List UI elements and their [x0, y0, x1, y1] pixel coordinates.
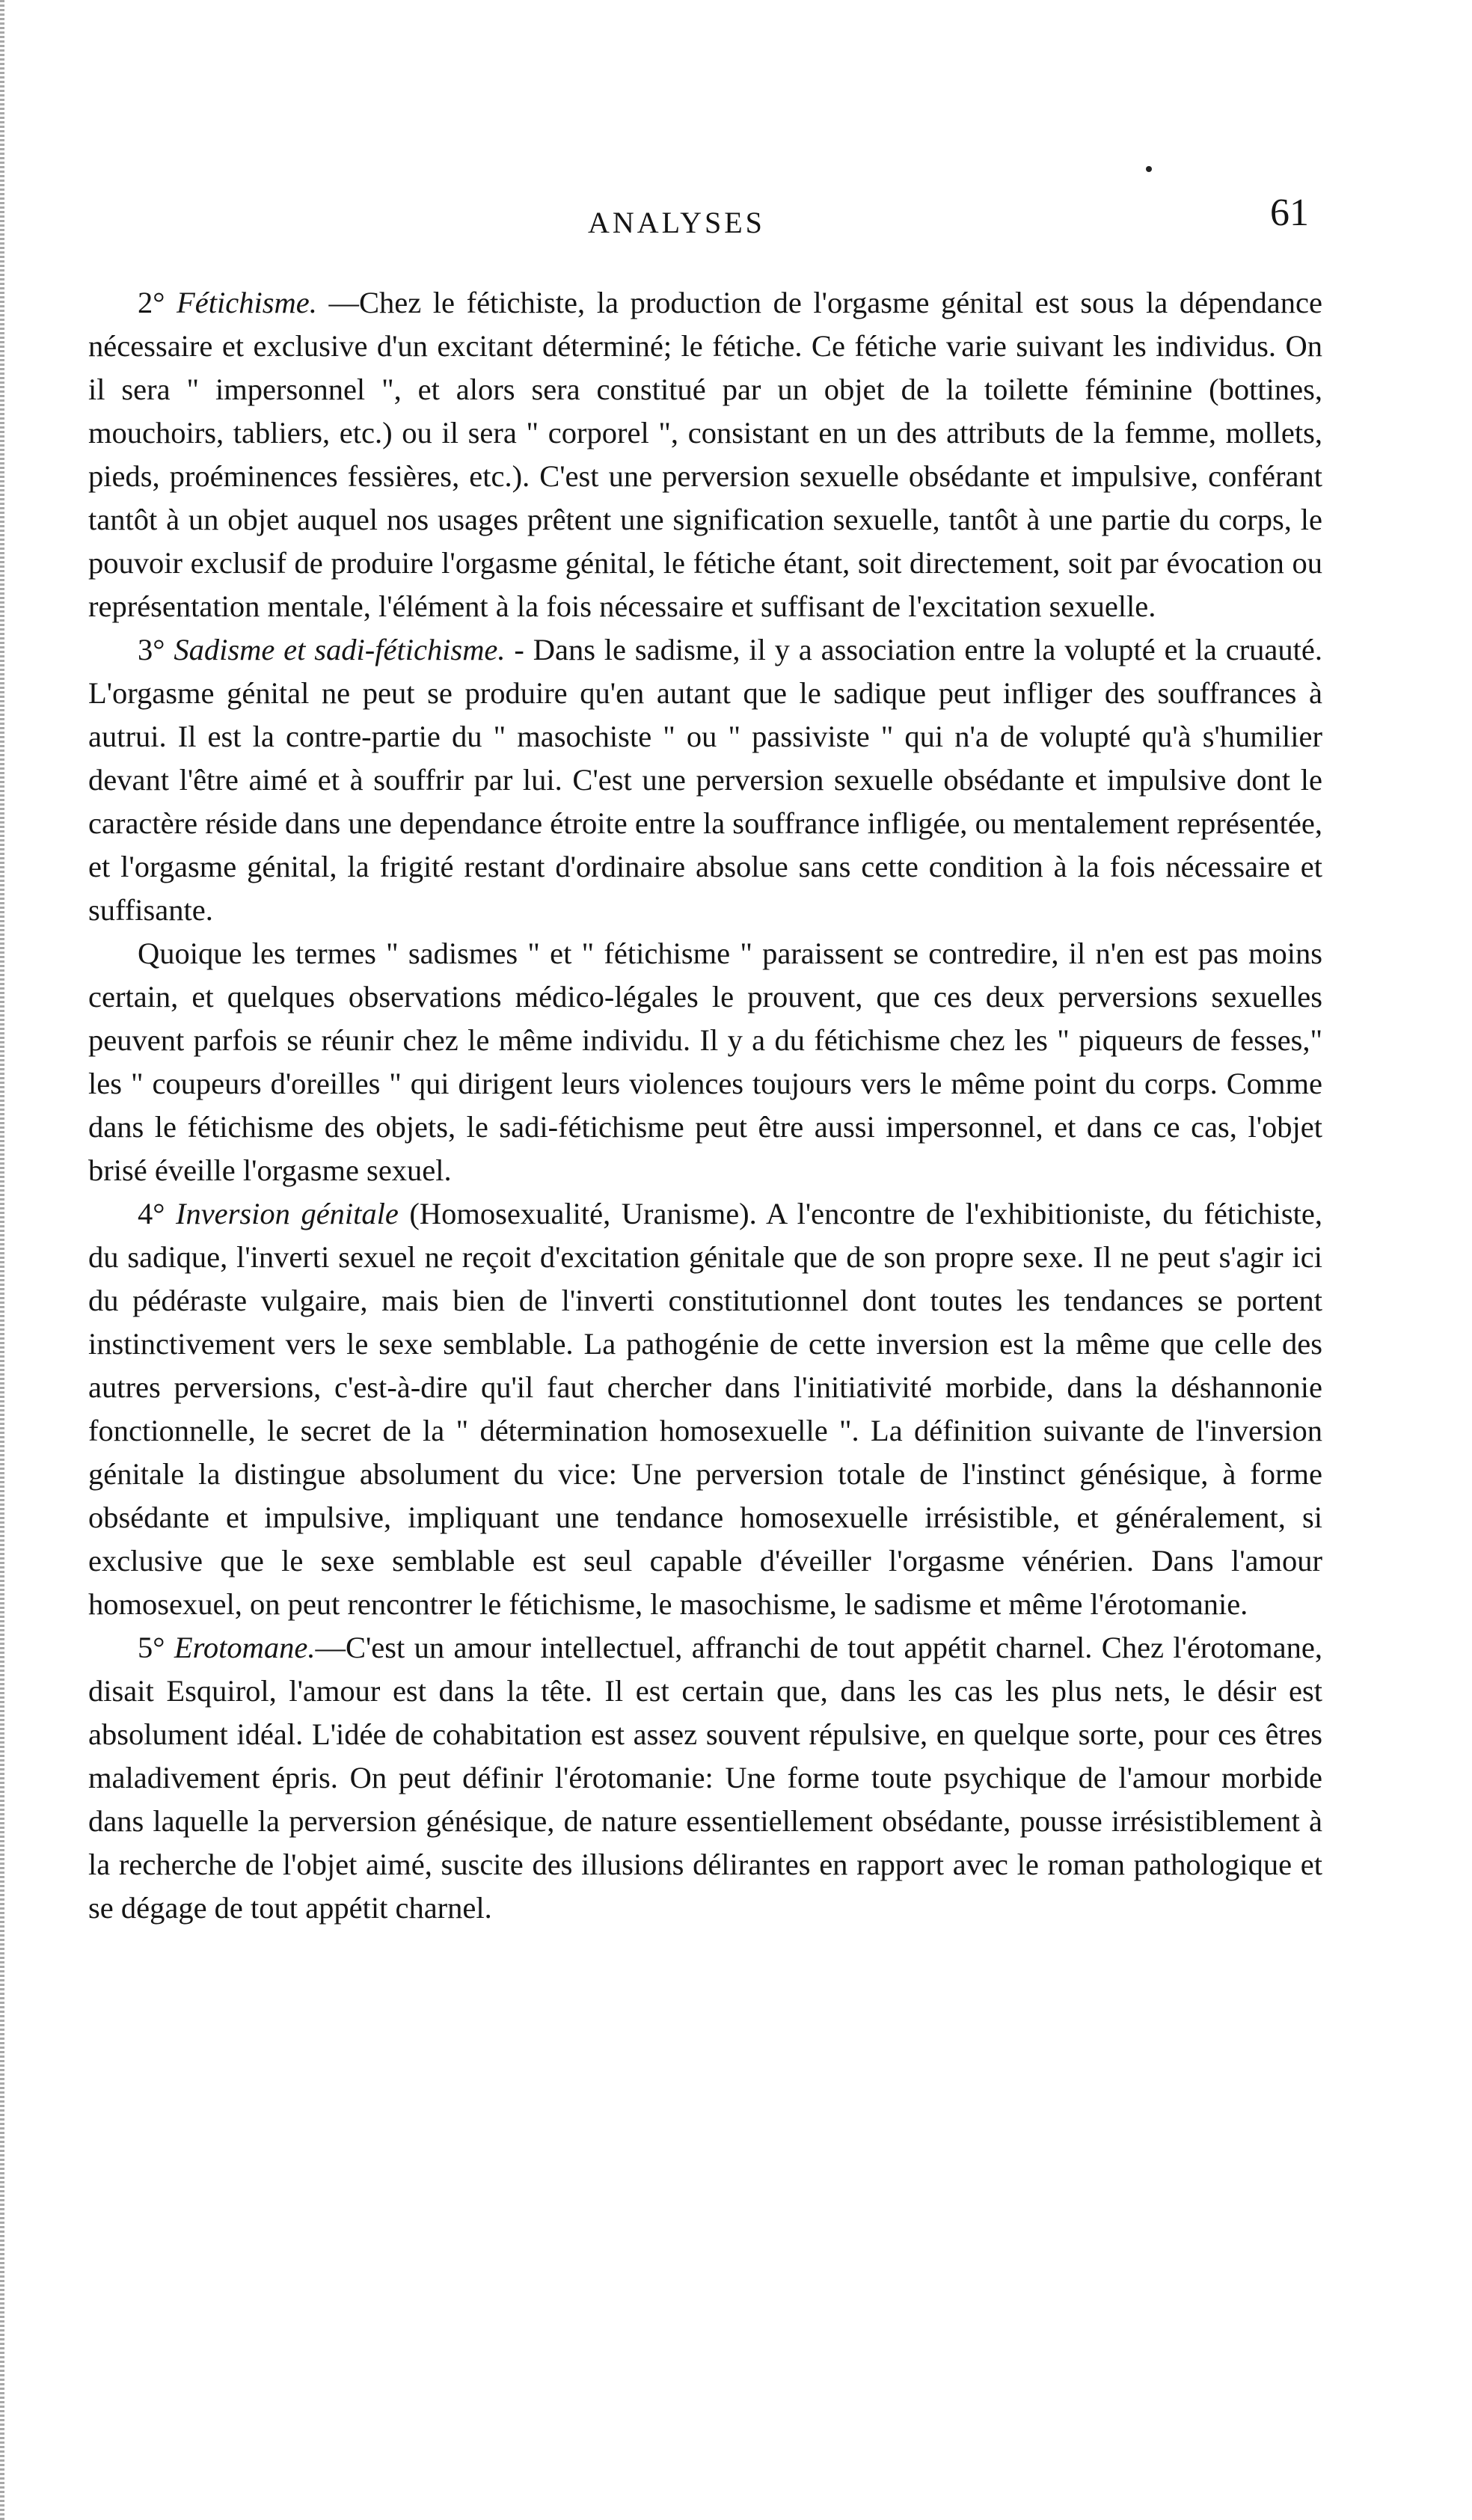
paragraph-text: Quoique les termes " sadismes " et " fétichisme " paraissent se contredire, il n'en est pas moins certain, et quelques observations médico-légales le prouvent, que ces deux perversions sexuelles peuvent parfois se réunir chez le même individu. Il y a du fétichisme chez les " piqueurs de fesses," les " coupeurs d'oreilles " qui dirigent leurs violences toujours vers le même point du corps. Comme dans le fétichisme des objets, le sadi-fétichisme peut être aussi impersonnel, et dans ce cas, l'objet brisé éveille l'orgasme sexuel.	[88, 936, 1322, 1187]
paragraph-inversion	[88, 1192, 1322, 1626]
paragraph-erotomane	[88, 1626, 1322, 1930]
paragraph-fetichisme	[88, 281, 1322, 628]
paragraph-text: - Dans le sadisme, il y a association entre la volupté et la cruauté. L'orgasme génital ne peut se produire qu'en autant que le sadique peut infliger des souffrances à autrui. Il est la contre-partie du " masochiste " ou " passiviste " qui n'a de volupté qu'à s'humilier devant l'être aimé et à souffrir par lui. C'est une perversion sexuelle obsédante et impulsive dont le caractère réside dans une dependance étroite entre la souffrance infligée, ou mentalement représentée, et l'orgasme génital, la frigité restant d'ordinaire absolue sans cette condition à la fois nécessaire et suffisante.	[88, 633, 1323, 927]
paragraph-text: —C'est un amour intellectuel, affranchi de tout appétit charnel. Chez l'érotomane, disait Esquirol, l'amour est dans la tête. Il est certain que, dans les cas les plus nets, le désir est absolument idéal. L'idée de cohabitation est assez souvent répulsive, en quelque sorte, pour ces êtres maladivement épris. On peut définir l'érotomanie: Une forme toute psychique de l'amour morbide dans laquelle la perversion génésique, de nature essentiellement obsédante, pousse irrésistiblement à la recherche de l'objet aimé, suscite des illusions délirantes en rapport avec le roman pathologique et se dégage de tout appétit charnel.	[88, 1631, 1322, 1925]
section-number: 4°	[138, 1197, 165, 1230]
ink-dot	[1146, 166, 1152, 172]
paragraph-text: —Chez le fétichiste, la production de l'orgasme génital est sous la dépendance nécessaire et exclusive d'un excitant déterminé; le fétiche. Ce fétiche varie suivant les individus. On il sera " impersonnel ", et alors sera constitué par un objet de la toilette féminine (bottines, mouchoirs, tabliers, etc.) ou il sera " corporel ", consistant en un des attributs de la femme, mollets, pieds, proéminences fessières, etc.). C'est une perversion sexuelle obsédante et impulsive, conférant tantôt à un objet auquel nos usages prêtent une signification sexuelle, tantôt à une partie du corps, le pouvoir exclusif de produire l'orgasme génital, le fétiche étant, soit directement, soit par évocation ou représentation mentale, l'élément à la fois nécessaire et suffisant de l'excitation sexuelle.	[88, 286, 1322, 623]
section-number: 3°	[138, 633, 165, 666]
section-number: 5°	[138, 1631, 165, 1664]
scan-edge-artifact	[0, 0, 4, 2520]
section-term: Inversion génitale	[175, 1197, 399, 1230]
paragraph-text: (Homosexualité, Uranisme). A l'encontre de l'exhibitioniste, du fétichiste, du sadique, l'inverti sexuel ne reçoit d'excitation génitale que de son propre sexe. Il ne peut s'agir ici du pédéraste vulgaire, mais bien de l'inverti constitutionnel dont toutes les tendances se portent instinctivement vers le sexe semblable. La pathogénie de cette inversion est la même que celle des autres perversions, c'est-à-dire qu'il faut chercher dans l'initiativité morbide, dans la déshannonie fonctionnelle, le secret de la " détermination homosexuelle ". La définition suivante de l'inversion génitale la distingue absolument du vice: Une perversion totale de l'instinct génésique, à forme obsédante et impulsive, impliquant une tendance homosexuelle irrésistible, et généralement, si exclusive que le sexe semblable est seul capable d'éveiller l'orgasme vénérien. Dans l'amour homosexuel, on peut rencontrer le fétichisme, le masochisme, le sadisme et même l'érotomanie.	[88, 1197, 1323, 1621]
body-text	[88, 281, 1322, 1930]
section-term: Fétichisme.	[177, 286, 317, 319]
paragraph-quoique	[88, 932, 1322, 1192]
running-title: ANALYSES	[588, 206, 765, 239]
section-number: 2°	[138, 286, 165, 319]
paragraph-sadisme	[88, 628, 1322, 932]
page-number: 61	[1270, 191, 1309, 234]
section-term: Sadisme et sadi-fétichisme.	[174, 633, 506, 666]
section-term: Erotomane.	[174, 1631, 316, 1664]
